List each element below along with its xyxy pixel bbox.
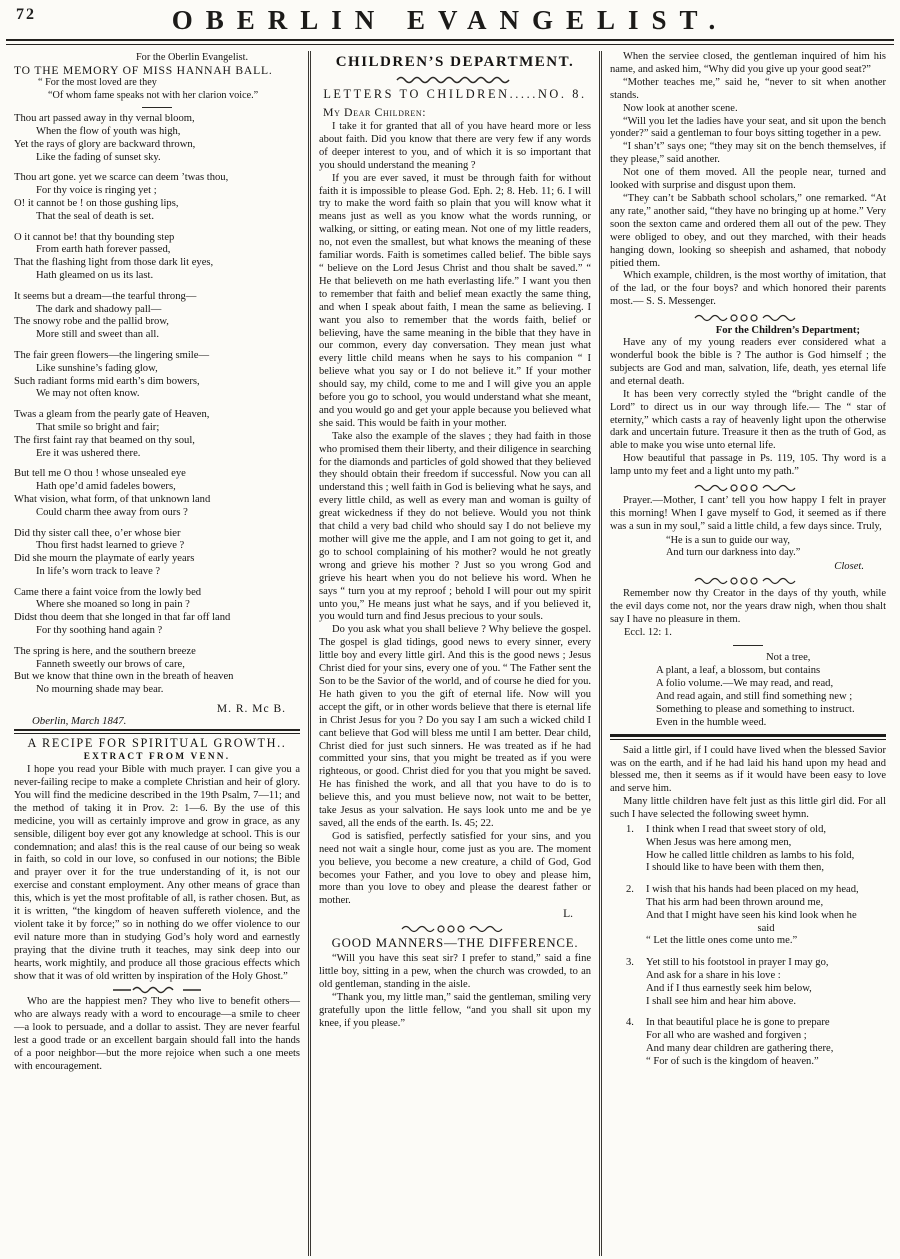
poem-line: The dark and shadowy pall— [36,303,162,315]
poem-line: That smile so bright and fair; [36,421,160,433]
poem-line: No mourning shade may bear. [36,684,164,696]
letter-paragraph: Do you ask what you shall believe ? Why believe the gospel. The gospel is glad tidings, good news to every sinner, every little boy and every little girl. And this is the good news ; Jesus Christ died for your sins, every one of you. “ The Father sent the Son to be the Savior of the world, and of course he died for you. He hath given to you the gift of eternal life. Now will you accept the gift, or in other words believe that there is eternal life in Christ Jesus for you ? Do you say I am such a wicked child I cant believe that God will bless me until I am better. Dear child, Christ died for just such sinners. He was treated as if he had committed your sins, that you might be treated as if you were righteous, or good. Christ died for you that you might be saved. He has finished the work, and all that you have to do is to believe this, and you must believe now, not wait to be better, take Jesus as your salvation. He says look unto me and be ye saved, all the ends of the earth. Is. 45; 22. [319,624,591,829]
letter-paragraph: God is satisfied, perfectly satisfied for your sins, and you need not wait a single hour, come just as you are. The moment you believe, you become a new creature, a child of God, God becomes your Father, and you love to obey and please him, more than you love to obey and please the dearest father or mother. [319,830,591,907]
recipe-body-paragraph: I hope you read your Bible with much prayer. I can give you a never-failing recipe to make a complete Christian and heir of glory. You will find the medicine described in the 19th Psalm, 7—11; and the method of taking it in Prov. 2: 1—6. By the use of this medicine, you will as certainly improve and grow in grace, as any sensible, diligent boy ever got any knowledge at school. This is our condemnation; and alas! this is the real cause of our being so weak in faith, so cold in our love, so confused in our notions; the Bible and prayer over it for the true understanding of it, is not our exercise and constant employment. Any other means of grace than this, which is yet the most profitable of all, is rather chosen. But, as it is written, “the kingdom of heaven suffereth violence, and the violent take it by force;” so in nothing do we offer violence to our evil nature more than in studying God’s holy word and earnestly praying that the divine truth it teaches, may sink deep into our hearts, work mightily, and produce all those gracious effects which show that it was of old written by inspiration of the Holy Ghost.” [14,764,300,982]
little-girl-paragraph: Said a little girl, if I could have lived when the blessed Savior was on the earth, and if he had laid his hand upon my head and blessed me, then it seems as if it would have been easy to love and serve him. [610,744,886,795]
story-paragraph: “Mother teaches me,” said he, “never to sit when another stands. [610,76,886,101]
couplet-line: “He is a sun to guide our way, [666,534,791,546]
letters-to-children-title: LETTERS TO CHILDREN.....NO. 8. [323,87,587,101]
hymn-line: For all who are washed and forgiven ; [646,1030,807,1042]
hymn-line: I think when I read that sweet story of old, [646,824,827,836]
poem-line: But we know that thine own in the breath of heaven [14,671,234,683]
poem-line: That the flashing light from those dark lit eyes, [14,257,214,269]
page-number: 72 [16,6,36,23]
short-rule-divider [733,645,763,646]
hymn-line: I should like to have been with them then, [646,862,824,874]
hymn-line: When Jesus was here among men, [646,836,792,848]
hymn-verse [610,884,886,948]
short-rule-divider [142,107,172,108]
poem-line: Where she moaned so long in pain ? [36,599,190,611]
column-layout [0,45,900,1256]
hymn-verse-number: 1. [626,824,634,836]
poem-line: More still and sweet than all. [36,329,159,341]
bible-paragraph: Have any of my young readers ever considered what a wonderful book the bible is ? The author is God himself ; the subjects are God and man, salvation, life, death, yes eternal life and eternal death. [610,337,886,387]
squiggle-ornament [610,576,886,585]
hymn-verse [610,1017,886,1068]
poem-line: What vision, what form, of that unknown land [14,493,211,505]
squiggle-ornament [610,313,886,322]
poem-line: Ere it was ushered there. [36,447,141,459]
story-paragraph: “They can’t be Sabbath school scholars,” one remarked. “At any rate,” another said, “they have no bringing up at home.” Very soon the sexton came and ordered them all out of the pew. They were obliged to obey, and out they marched, with their heads hanging down, looking so sheepish and ashamed, that nobody pitied them. [610,192,886,269]
hymn-line: said [757,922,775,934]
poem-line: Could charm thee away from ours ? [36,506,188,518]
weed-verse [656,651,886,729]
story-paragraph: Now look at another scene. [623,102,738,114]
poem-stanza [14,172,300,223]
poem-attribution: For the Oberlin Evangelist. [135,52,249,63]
prayer-paragraph: Prayer.—Mother, I cant’ tell you how happy I felt in prayer this morning! When I gave myself to God, it seemed as if there was a sun in my soul,” said a little child, a few days since. Truly, [610,495,886,532]
poem-line: For thy soothing hand again ? [36,625,163,637]
scripture-reference: Eccl. 12: 1. [624,626,672,638]
poem-line: O! it cannot be ! on those gushing lips, [14,197,179,209]
little-girl-paragraph: Many little children have felt just as this little girl did. For all such I have selected the following sweet hymn. [610,796,886,821]
poem-line: Didst thou deem that she longed in that far off land [14,612,231,624]
hymn-verse-number: 3. [626,957,634,969]
children-department-title: CHILDREN’S DEPARTMENT. [335,54,575,70]
thick-section-rule [610,734,886,740]
poem-line: The fair green flowers—the lingering smile— [14,349,210,361]
bible-paragraph: It has been very correctly styled the “bright candle of the Lord” to direct us in our way through life.— The “ star of eternity,” which casts a ray of heavenly light upon the otherwise dark and uncertain future. Treasure it then as the truth of God, as able to make you wise unto eternal life. [610,388,886,452]
poem-line: Did she mourn the playmate of early years [14,553,195,565]
verse-line: Even in the humble weed. [656,716,767,728]
poem-line: When the flow of youth was high, [36,125,181,137]
hymn-line: In that beautiful place he is gone to prepare [646,1017,830,1029]
poem-line: The first faint ray that beamed on thy soul, [14,434,195,446]
poem-dateline: Oberlin, March 1847. [32,715,127,728]
poem-stanza [14,409,300,460]
prayer-couplet [666,535,886,560]
letter-paragraph: If you are ever saved, it must be through faith for without faith it is impossible to please God. Eph. 2; 8. Heb. 11; 6. I will try to make the word faith so plain that you will know what it means just as well as you know what the words running, or walking, or sitting, or eating mean. Not one of my little readers, no, not even the smallest, but what knows the meaning of these familiar words. Faith is sometimes called belief. The bible says “ believe on the Lord Jesus Christ and thou shalt be saved.” “ He that believeth on me hath everlasting life.” I want you then to remember that faith and belief mean exactly the same thing, and when I speak about faith, I mean the same as believing. I want you also to remember that the words faith, belief or believing, have the same meaning in the bible that they have in our common, every day conversation. They mean just what every little child means when he says to his companion “ I believe what you say or I do not believe it.” If your mother should say, my child, come to me and I will give you an apple before you go to school, you would understand what she meant, and you would go and get your apple because you believed what she said. This would be faith in your mother. [319,172,591,429]
story-paragraph: When the serviee closed, the gentleman inquired of him his name, and asked him, “Why did you give up your good seat?” [610,51,886,75]
poem-line: We may not often know. [36,388,140,400]
children-department-attribution: For the Children’s Department; [715,325,860,337]
poem-line: O it cannot be! that thy bounding step [14,231,175,243]
column-1 [6,51,311,1256]
poem-stanza [14,291,300,342]
poem-stanza [14,350,300,401]
poem-stanza [14,232,300,283]
bible-paragraph: How beautiful that passage in Ps. 119, 105. Thy word is a lamp unto my feet and a light unto my path.” [610,453,886,478]
section-rule [14,729,300,734]
poem-line: But tell me O thou ! whose unsealed eye [14,468,186,480]
poem-line: Such radiant forms mid earth’s dim bowers, [14,375,200,387]
recipe-section-subtitle: EXTRACT FROM VENN. [83,752,231,763]
verse-line: A plant, a leaf, a blossom, but contains [656,664,821,676]
column-2 [311,51,602,1256]
hymn-line: “ For of such is the kingdom of heaven.” [646,1055,819,1067]
good-manners-paragraph: “Thank you, my little man,” said the gentleman, smiling very gratefully upon the little fellow, “and you shall sit upon my knee, if you please.” [319,992,591,1029]
hymn-line: And ask for a share in his love : [646,970,781,982]
squiggle-ornament [610,483,886,492]
hymn-line: And many dear children are gathering there, [646,1043,834,1055]
epigraph-line: “Of whom fame speaks not with her clarion voice.” [48,89,259,101]
hymn-line: That his arm had been thrown around me, [646,897,824,909]
letter-signature: L. [563,908,573,921]
poem-stanza [14,646,300,697]
poem-line: That the seal of death is set. [36,210,154,222]
verse-line: And read again, and still find something new ; [656,690,853,702]
story-paragraph: “I shan’t” says one; “they may sit on the bench themselves, if they please,” said another. [610,141,886,166]
happiest-men-paragraph: Who are the happiest men? They who live to benefit others—who are always ready with a word to encourage—a smile to cheer—a look to persuade, and a dollar to assist. They are never fearful lest a good trade or an excellent bargain should fall into the hands of a poor neighbor—but the more rejoice when such a one meets with encouragement. [14,996,300,1072]
poem-line: For thy voice is ringing yet ; [36,185,157,197]
story-paragraph: Not one of them moved. All the people near, turned and looked with surprise and disgust upon them. [610,167,886,192]
hymn-line: I wish that his hands had been placed on my head, [646,884,859,896]
poem-line: Fanneth sweetly our brows of care, [36,658,185,670]
poem-stanza [14,113,300,164]
poem-line: Hath gleamed on us its last. [36,269,154,281]
hymn-verse-number: 4. [626,1017,634,1029]
poem-line: Thou first hadst learned to grieve ? [36,540,185,552]
hymn-line: I shall see him and hear him above. [646,995,797,1007]
letter-paragraph: I take it for granted that all of you have heard more or less about faith. Did you know that there are very few if any words of deeper interest to you, and of which it is so important that you should understand the meaning ? [319,121,591,171]
column-3 [602,51,894,1256]
poem-line: Thou art gone. yet we scarce can deem ’twas thou, [14,172,229,184]
epigraph-line: “ For the most loved are they [38,77,157,88]
prayer-signature: Closet. [834,561,864,572]
hymn-verse [610,824,886,875]
poem-epigraph [38,77,300,102]
hymn-line: How he called little children as lambs to his fold, [646,849,855,861]
poem-line: Like sunshine’s fading glow, [36,362,158,374]
poem-line: It seems but a dream—the tearful throng— [14,290,197,302]
poem-line: In life’s worn track to leave ? [36,565,161,577]
poem-line: Hath ope’d amid fadeles bowers, [36,481,176,493]
story-paragraph: “Will you let the ladies have your seat, and sit upon the bench yonder?” said a gentleman to four boys sitting together in a pew. [610,115,886,140]
salutation: My Dear Children: [323,105,427,119]
squiggle-ornament [14,986,300,994]
poem-line: The snowy robe and the pallid brow, [14,316,169,328]
poem-line: Thou art passed away in thy vernal bloom, [14,113,195,125]
couplet-line: And turn our darkness into day.” [666,547,801,559]
poem-line: Did thy sister call thee, o’er whose bier [14,527,181,539]
good-manners-paragraph: “Will you have this seat sir? I prefer to stand,” said a fine little boy, sitting in a pew, when the church was crowded, to an old gentleman, standing in the aisle. [319,953,591,991]
poem-signature: M. R. Mc B. [216,703,286,716]
poem-title: TO THE MEMORY OF MISS HANNAH BALL. [14,64,273,77]
verse-line: Something to please and something to instruct. [656,703,855,715]
verse-line: Not a tree, [766,651,811,663]
poem-line: The spring is here, and the southern breeze [14,645,196,657]
squiggle-ornament [319,924,591,933]
poem-line: Twas a gleam from the pearly gate of Heaven, [14,409,210,421]
squiggle-ornament [319,75,591,84]
hymn-verse [610,957,886,1008]
hymn-verse-number: 2. [626,884,634,896]
recipe-section-title: A RECIPE FOR SPIRITUAL GROWTH.. [27,736,287,751]
remember-creator-paragraph: Remember now thy Creator in the days of thy youth, while the evil days come not, nor the years draw nigh, when thou shalt say I have no pleasure in them. [610,588,886,625]
poem-stanza [14,587,300,638]
hymn-line: And that I might have seen his kind look when he [646,909,857,921]
good-manners-title: GOOD MANNERS—THE DIFFERENCE. [331,936,579,951]
hymn-line: And if I thus earnestly seek him below, [646,982,812,994]
masthead-title: OBERLIN EVANGELIST. [171,5,729,35]
hymn-line: “ Let the little ones come unto me.” [646,935,798,947]
hymn-line: Yet still to his footstool in prayer I may go, [646,957,829,969]
poem-stanza [14,528,300,579]
verse-line: A folio volume.—We may read, and read, [656,677,834,689]
poem-line: Yet the rays of glory are backward thrown, [14,138,196,150]
poem-stanza [14,468,300,519]
poem-line: From earth hath forever passed, [36,244,171,256]
poem-line: Like the fading of sunset sky. [36,151,161,163]
story-paragraph: Which example, children, is the most worthy of imitation, that of the lad, or the four boys? and which honored their parents most.— S. S. Messenger. [610,270,886,308]
poem-line: Came there a faint voice from the lowly bed [14,586,202,598]
letter-paragraph: Take also the example of the slaves ; they had faith in those who promised them their liberty, and their diligence in searching for the diamonds and particles of gold showed that they believed they should obtain their freedom if successful. Now you can all understand this ; well faith in God is believing what he says, and every little child, as well as every man and woman is guilty of great wickedness if they do not believe. Would you not think that child a very bad child who should say I do not believe my mother will give me the apple, and I am not going to get it, and go to school complaining of his mother? would he not greatly wrong and grieve his mother ? Just so you wrong God and grieve his heart when you do not believe his word. When he says “ turn you at my reproof ; behold I will pour out my spirit unto you,” He means just what he says, and if you believed it, you would turn and find Jesus precious to your souls. [319,430,591,623]
